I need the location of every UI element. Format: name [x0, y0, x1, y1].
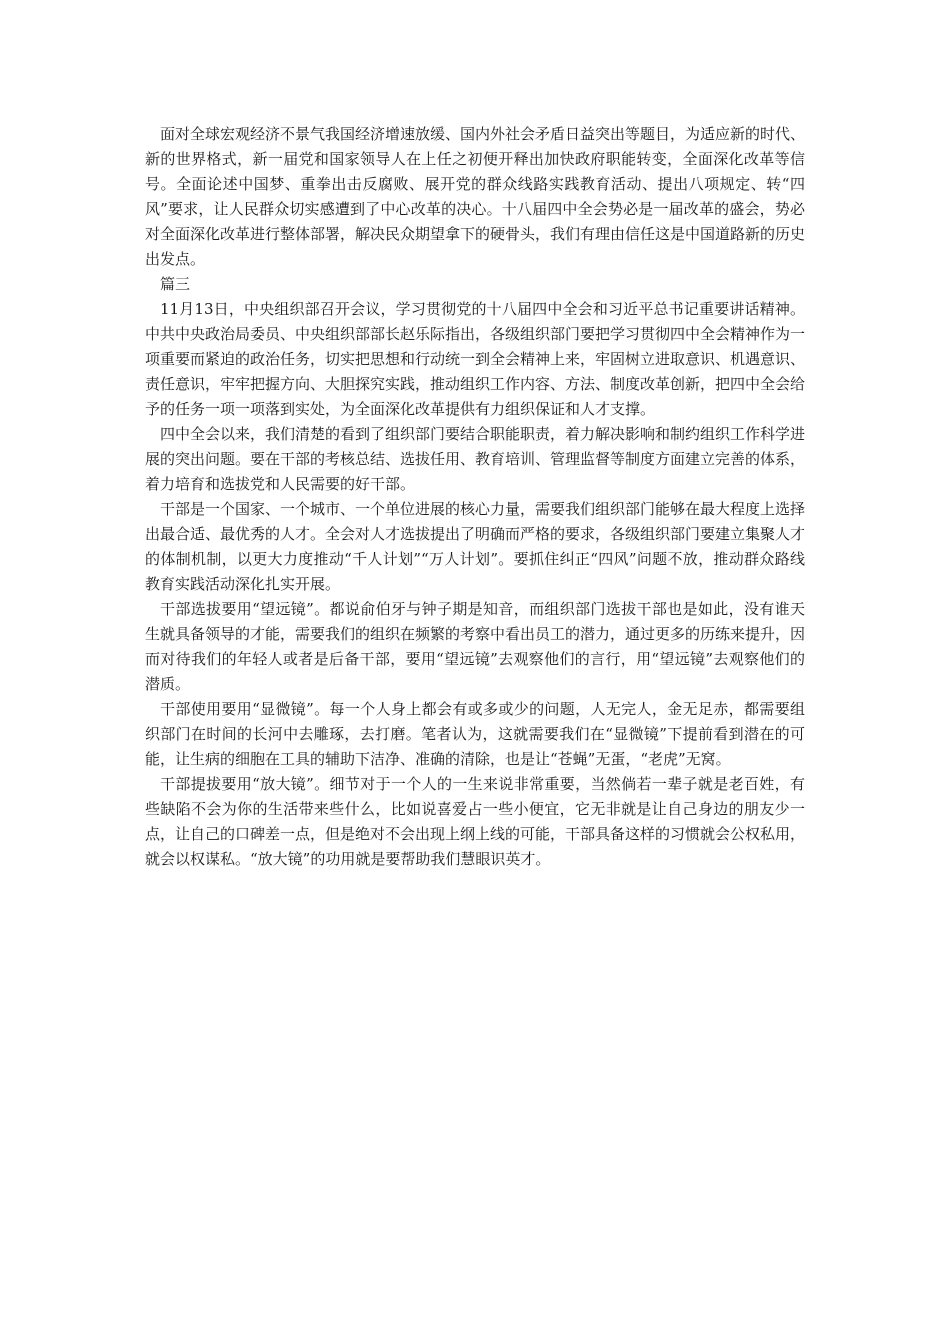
paragraph-magnifier: 干部提拔要用“放大镜”。细节对于一个人的一生来说非常重要，当然倘若一辈子就是老百姓，有些缺陷不会为你的生活带来些什么，比如说喜爱占一些小便宜，它无非就是让自己身边的朋友少一点，让自己的口碑差一点，但是绝对不会出现上纲上线的可能，干部具备这样的习惯就会公权私用，就会以权谋私。“放大镜”的功用就是要帮助我们慧眼识英才。	[145, 775, 806, 868]
paragraph-plenum-since: 四中全会以来，我们清楚的看到了组织部门要结合职能职责，着力解决影响和制约组织工作科学进展的突出问题。要在干部的考核总结、选拔任用、教育培训、管理监督等制度方面建立完善的体系，着力培育和选拔党和人民需要的好干部。	[145, 425, 806, 493]
paragraph-meeting-report: 11月13日，中央组织部召开会议，学习贯彻党的十八届四中全会和习近平总书记重要讲话精神。中共中央政治局委员、中央组织部部长赵乐际指出，各级组织部门要把学习贯彻四中全会精神作为一项重要而紧迫的政治任务，切实把思想和行动统一到全会精神上来，牢固树立进取意识、机遇意识、责任意识，牢牢把握方向、大胆探究实践，推动组织工作内容、方法、制度改革创新，把四中全会给予的任务一项一项落到实处，为全面深化改革提供有力组织保证和人才支撑。	[145, 300, 806, 418]
paragraph-reform-context: 面对全球宏观经济不景气我国经济增速放缓、国内外社会矛盾日益突出等题目，为适应新的时代、新的世界格式，新一届党和国家领导人在上任之初便开释出加快政府职能转变，全面深化改革等信号。全面论述中国梦、重拳出击反腐败、展开党的群众线路实践教育活动、提出八项规定、转“四风”要求，让人民群众切实感遭到了中心改革的决心。十八届四中全会势必是一届改革的盛会，势必对全面深化改革进行整体部署，解决民众期望拿下的硬骨头，我们有理由信任这是中国道路新的历史出发点。	[145, 125, 806, 268]
paragraph-microscope: 干部使用要用“显微镜”。每一个人身上都会有或多或少的问题，人无完人，金无足赤，都需要组织部门在时间的长河中去雕琢，去打磨。笔者认为，这就需要我们在“显微镜”下提前看到潜在的可能，让生病的细胞在工具的辅助下洁净、准确的清除，也是让“苍蝇”无蛋，“老虎”无窝。	[145, 700, 805, 768]
paragraph-cadre-core-force: 干部是一个国家、一个城市、一个单位进展的核心力量，需要我们组织部门能够在最大程度上选择出最合适、最优秀的人才。全会对人才选拔提出了明确而严格的要求，各级组织部门要建立集聚人才的体制机制，以更大力度推动“千人计划”“万人计划”。要抓住纠正“四风”问题不放，推动群众路线教育实践活动深化扎实开展。	[145, 500, 806, 593]
section-heading-part-three: 篇三	[160, 275, 191, 293]
paragraph-telescope: 干部选拔要用“望远镜”。都说俞伯牙与钟子期是知音，而组织部门选拔干部也是如此，没有谁天生就具备领导的才能，需要我们的组织在频繁的考察中看出员工的潜力，通过更多的历练来提升，因而对待我们的年轻人或者是后备干部，要用“望远镜”去观察他们的言行，用“望远镜”去观察他们的潜质。	[145, 600, 806, 693]
document-page	[145, 122, 805, 872]
